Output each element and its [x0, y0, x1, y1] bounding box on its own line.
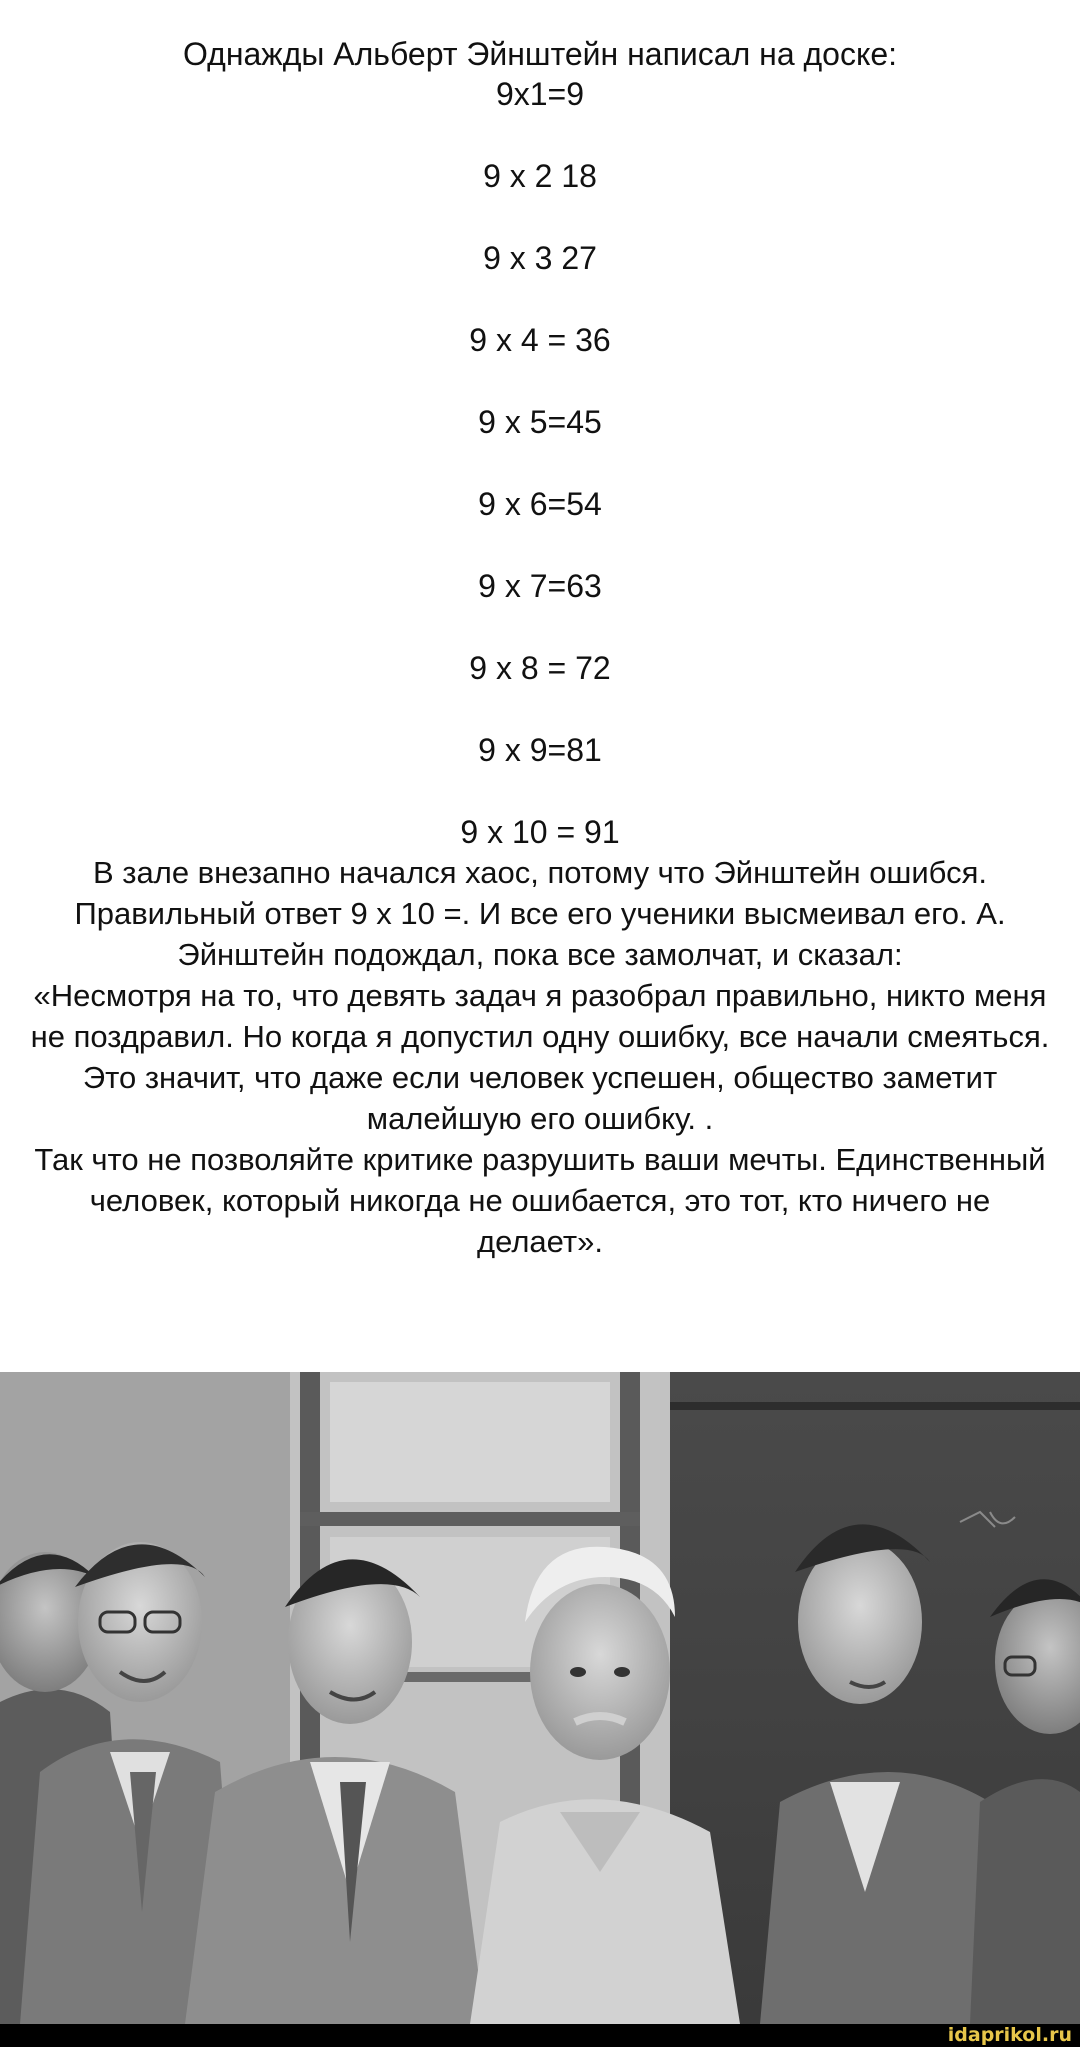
equation-7: 9 x 7=63 [478, 568, 602, 604]
story [30, 852, 1050, 1262]
equation-8: 9 x 8 = 72 [469, 650, 611, 686]
group-photo [0, 1372, 1080, 2024]
equation-10: 9 x 10 = 91 [460, 814, 620, 850]
story-paragraph-1: В зале внезапно начался хаос, потому что Эйнштейн ошибся. Правильный ответ 9 х 10 =. И все его ученики высмеивал его. А. Эйнштейн подождал, пока все замолчат, и сказал: [74, 855, 1006, 972]
equation-3: 9 x 3 27 [483, 240, 597, 276]
equation-9: 9 x 9=81 [478, 732, 602, 768]
site-watermark[interactable]: idaprikol.ru [947, 2024, 1072, 2046]
equation-4: 9 x 4 = 36 [469, 322, 611, 358]
photo-illustration [0, 1372, 1080, 2024]
equation-5: 9 x 5=45 [478, 404, 602, 440]
story-paragraph-2: «Несмотря на то, что девять задач я разобрал правильно, никто меня не поздравил. Но когда я допустил одну ошибку, все начали смеяться. Это значит, что даже если человек успешен, общество заметит малейшую его ошибку. . [30, 978, 1050, 1136]
intro-line: Однажды Альберт Эйнштейн написал на доске: [182, 36, 898, 72]
story-paragraph-3: Так что не позволяйте критике разрушить ваши мечты. Единственный человек, который никогда не ошибается, это тот, кто ничего не делает». [34, 1142, 1046, 1259]
equation-2: 9 x 2 18 [483, 158, 597, 194]
footer-bar [0, 2024, 1080, 2047]
equation-6: 9 x 6=54 [478, 486, 602, 522]
equation-1: 9x1=9 [495, 76, 585, 112]
